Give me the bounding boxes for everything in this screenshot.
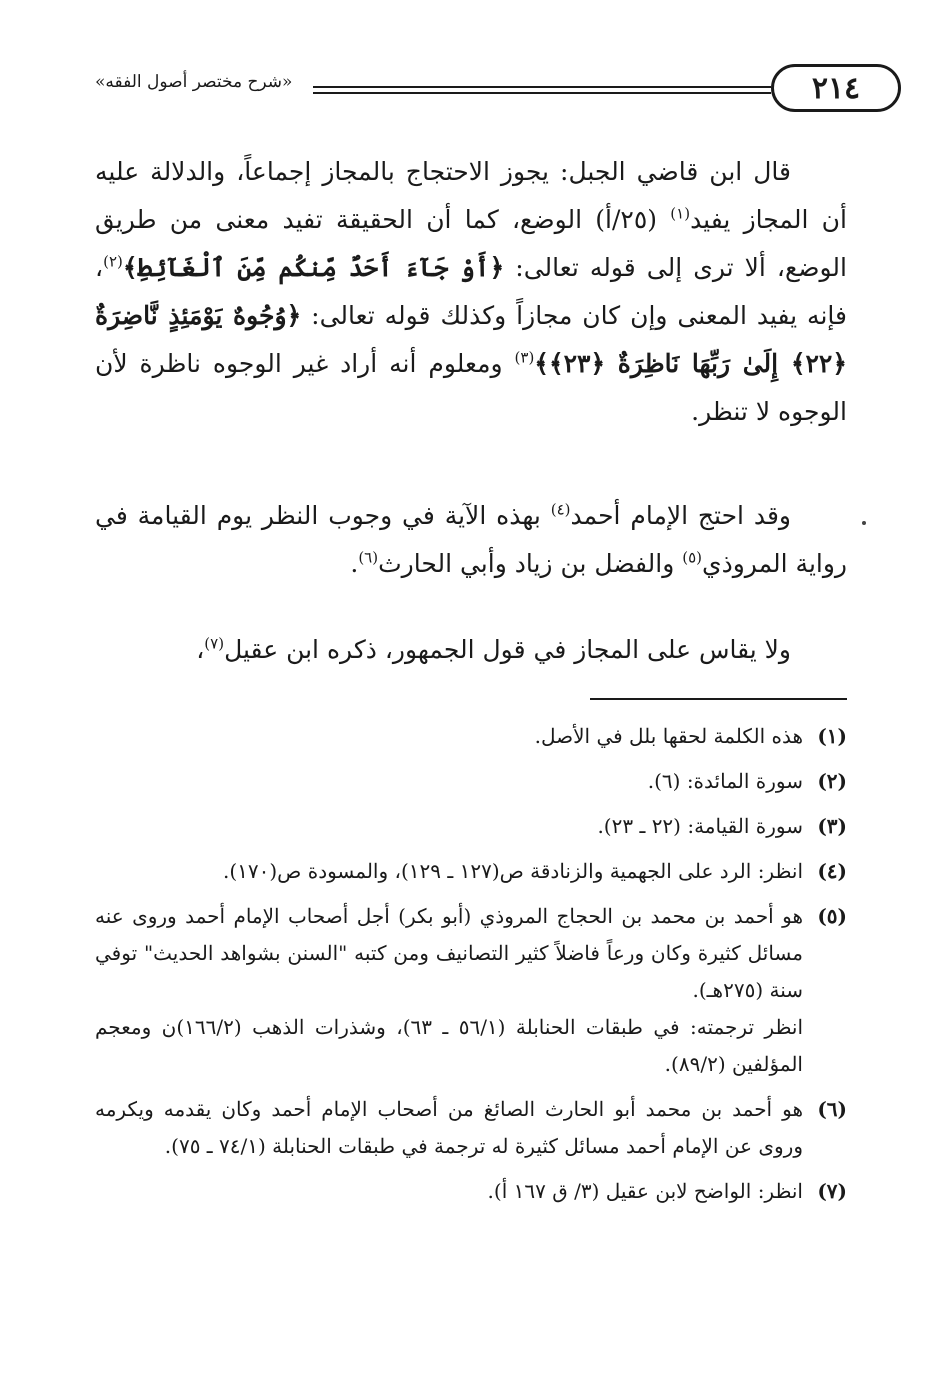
footnote-item bbox=[95, 808, 847, 845]
text-run: . bbox=[350, 549, 359, 578]
footnote-item bbox=[95, 763, 847, 800]
footnote-number: (٢) bbox=[817, 769, 847, 793]
running-title: «شرح مختصر أصول الفقه» bbox=[95, 72, 293, 92]
footnote-body: سورة المائدة: (٦). bbox=[647, 769, 803, 793]
footnote-item bbox=[95, 898, 847, 1083]
footnote-item bbox=[95, 1091, 847, 1165]
footnote-text bbox=[95, 1091, 803, 1165]
text-run: ، فإنه يفيد المعنى وإن كان مجازاً وكذلك قوله تعالى: bbox=[95, 253, 847, 330]
footnote-body: هو أحمد بن محمد أبو الحارث الصائغ من أصحاب الإمام أحمد وكان يقدمه ويكرمه وروى عن الإمام أحمد مسائل كثيرة له ترجمة في طبقات الحنابلة (٧٤/١ ـ ٧٥). bbox=[95, 1097, 803, 1158]
text-run: (٢٥/أ) الوضع، كما أن الحقيقة تفيد معنى من طريق الوضع، ألا ترى إلى قوله تعالى: bbox=[95, 205, 847, 282]
footnote-reference-note: انظر ترجمته: في طبقات الحنابلة (٥٦/١ ـ ٦٣)، وشذرات الذهب (١٦٦/٢)ن ومعجم المؤلفين (٨٩/٢). bbox=[95, 1015, 803, 1076]
footnote-number: (٧) bbox=[817, 1179, 847, 1203]
footnote-number: (١) bbox=[817, 724, 847, 748]
header-rule-left-bottom bbox=[313, 92, 771, 94]
footnote-body: انظر: الواضح لابن عقيل (٣/ ق ١٦٧ أ). bbox=[487, 1179, 803, 1203]
body-paragraph-3 bbox=[95, 626, 847, 674]
page-number: ٢١٤ bbox=[771, 64, 901, 112]
text-run: قال ابن قاضي الجبل: يجوز الاحتجاج بالمجاز إجماعاً، والدلالة عليه أن المجاز يفيد bbox=[95, 157, 847, 234]
header-rule-left-top bbox=[313, 86, 771, 88]
footnote-text bbox=[95, 853, 803, 890]
print-speck bbox=[862, 521, 866, 525]
paragraph-text bbox=[95, 492, 847, 588]
footnote-reference: (٧) bbox=[204, 634, 225, 653]
footnote-reference: (٥) bbox=[682, 548, 703, 567]
text-run: وقد احتج الإمام أحمد bbox=[570, 501, 792, 530]
footnote-number: (٤) bbox=[817, 859, 847, 883]
footnote-separator bbox=[590, 698, 847, 700]
paragraph-text bbox=[95, 148, 847, 436]
footnote-text bbox=[95, 763, 803, 800]
paragraph-text bbox=[95, 626, 847, 674]
page-header bbox=[95, 62, 861, 122]
footnote-body: هو أحمد بن محمد بن الحجاج المروذي (أبو بكر) أجل أصحاب الإمام أحمد وروى عنه مسائل كثيرة وكان ورعاً فاضلاً كثير التصانيف ومن كتبه "السنن بشواهد الحديث" توفي سنة (٢٧٥هـ). bbox=[95, 904, 803, 1002]
footnotes-section bbox=[95, 718, 847, 1218]
body-paragraph-2 bbox=[95, 492, 847, 588]
text-run: ولا يقاس على المجاز في قول الجمهور، ذكره ابن عقيل bbox=[224, 635, 791, 664]
footnote-text bbox=[95, 718, 803, 755]
footnote-body: سورة القيامة: (٢٢ ـ ٢٣). bbox=[597, 814, 803, 838]
footnote-number: (٣) bbox=[817, 814, 847, 838]
footnote-text bbox=[95, 808, 803, 845]
footnote-text bbox=[95, 1173, 803, 1210]
text-run: ومعلوم أنه أراد غير الوجوه ناظرة لأن الوجوه لا تنظر. bbox=[95, 349, 847, 426]
text-run: والفضل بن زياد وأبي الحارث bbox=[378, 549, 683, 578]
quran-quote: ﴿وُجُوهٌ يَوْمَئِذٍ نَّاضِرَةٌ ﴿٢٢﴾ إِلَىٰ رَبِّهَا نَاظِرَةٌ ﴿٢٣﴾﴾ bbox=[95, 301, 847, 378]
footnote-number: (٦) bbox=[817, 1097, 847, 1121]
footnote-number: (٥) bbox=[817, 904, 847, 928]
footnote-text bbox=[95, 898, 803, 1083]
body-paragraph-1 bbox=[95, 148, 847, 436]
footnote-reference: (٦) bbox=[358, 548, 379, 567]
text-run: ، bbox=[196, 635, 205, 664]
footnote-item bbox=[95, 1173, 847, 1210]
footnote-item bbox=[95, 718, 847, 755]
footnote-reference: (٢) bbox=[103, 252, 123, 271]
quran-quote: ﴿أَوْ جَآءَ أَحَدٌ مِّنكُم مِّنَ ٱلْغَآئِطِ﴾ bbox=[122, 253, 505, 282]
footnote-body: انظر: الرد على الجهمية والزنادقة ص(١٢٧ ـ ١٢٩)، والمسودة ص(١٧٠). bbox=[222, 859, 803, 883]
footnote-reference: (٤) bbox=[550, 500, 571, 519]
footnote-reference: (٣) bbox=[514, 348, 535, 367]
footnote-item bbox=[95, 853, 847, 890]
footnote-body: هذه الكلمة لحقها بلل في الأصل. bbox=[534, 724, 803, 748]
text-run: بهذه الآية في وجوب النظر يوم القيامة في رواية المروذي bbox=[95, 501, 847, 578]
footnote-reference: (١) bbox=[670, 204, 691, 223]
